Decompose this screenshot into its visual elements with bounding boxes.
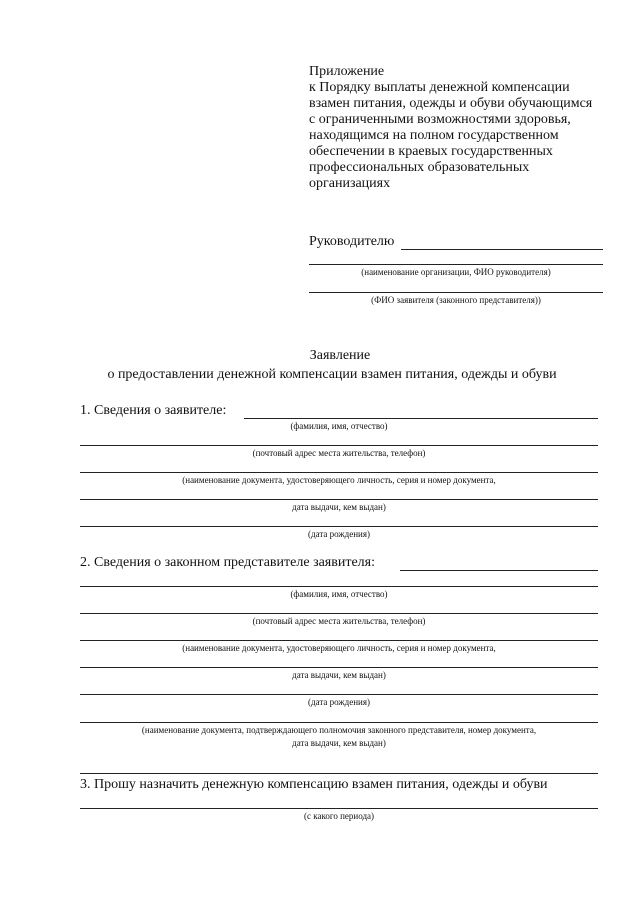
section2-line[interactable]	[80, 586, 598, 587]
section1-line[interactable]	[244, 418, 598, 419]
section1-caption: (почтовый адрес места жительства, телефон)	[252, 448, 426, 458]
appendix-line: взамен питания, одежды и обуви обучающимся	[309, 96, 593, 111]
section3-line[interactable]	[80, 808, 598, 809]
document-title: Заявление	[309, 348, 371, 363]
appendix-line: с ограниченными возможностями здоровья,	[309, 112, 571, 127]
section2-caption: (наименование документа, удостоверяющего личность, серия и номер документа,	[182, 643, 496, 653]
section3-line[interactable]	[80, 773, 598, 774]
section2-line[interactable]	[80, 722, 598, 723]
section2-line[interactable]	[80, 613, 598, 614]
section2-caption: (почтовый адрес места жительства, телефон)	[252, 616, 426, 626]
appendix-line: организациях	[309, 176, 391, 191]
section2-caption: дата выдачи, кем выдан)	[292, 670, 386, 680]
section3-heading: 3. Прошу назначить денежную компенсацию взамен питания, одежды и обуви	[80, 777, 548, 792]
appendix-line: к Порядку выплаты денежной компенсации	[309, 80, 570, 95]
section2-caption: (дата рождения)	[308, 697, 370, 707]
section2-heading: 2. Сведения о законном представителе заявителя:	[80, 555, 375, 570]
section3-caption: (с какого периода)	[303, 811, 375, 821]
section1-line[interactable]	[80, 445, 598, 446]
appendix-block	[309, 64, 629, 192]
section1-caption: (наименование документа, удостоверяющего личность, серия и номер документа,	[182, 475, 496, 485]
section2-caption: (наименование документа, подтверждающего полномочия законного представителя, номер документа,	[141, 725, 537, 735]
section2-line[interactable]	[80, 694, 598, 695]
appendix-line: Приложение	[309, 64, 385, 79]
section2-line[interactable]	[80, 667, 598, 668]
section2-caption: дата выдачи, кем выдан)	[292, 738, 386, 748]
addressee-line[interactable]	[401, 249, 603, 250]
document-subtitle: о предоставлении денежной компенсации взамен питания, одежды и обуви	[107, 367, 557, 382]
section1-caption: (фамилия, имя, отчество)	[290, 421, 388, 431]
section2-line[interactable]	[80, 640, 598, 641]
organization-line[interactable]	[309, 264, 603, 265]
organization-caption: (наименование организации, ФИО руководителя)	[361, 267, 551, 277]
section1-line[interactable]	[80, 472, 598, 473]
section2-line[interactable]	[400, 570, 598, 571]
addressee-label: Руководителю	[309, 234, 395, 249]
appendix-line: профессиональных образовательных	[309, 160, 530, 175]
section1-heading: 1. Сведения о заявителе:	[80, 403, 227, 418]
section1-caption: дата выдачи, кем выдан)	[292, 502, 386, 512]
appendix-line: находящимся на полном государственном	[309, 128, 559, 143]
section1-caption: (дата рождения)	[308, 529, 370, 539]
applicant-caption: (ФИО заявителя (законного представителя))	[371, 295, 541, 305]
section1-line[interactable]	[80, 499, 598, 500]
applicant-name-line[interactable]	[309, 292, 603, 293]
section1-line[interactable]	[80, 526, 598, 527]
section2-caption: (фамилия, имя, отчество)	[290, 589, 388, 599]
appendix-line: обеспечении в краевых государственных	[309, 144, 553, 159]
